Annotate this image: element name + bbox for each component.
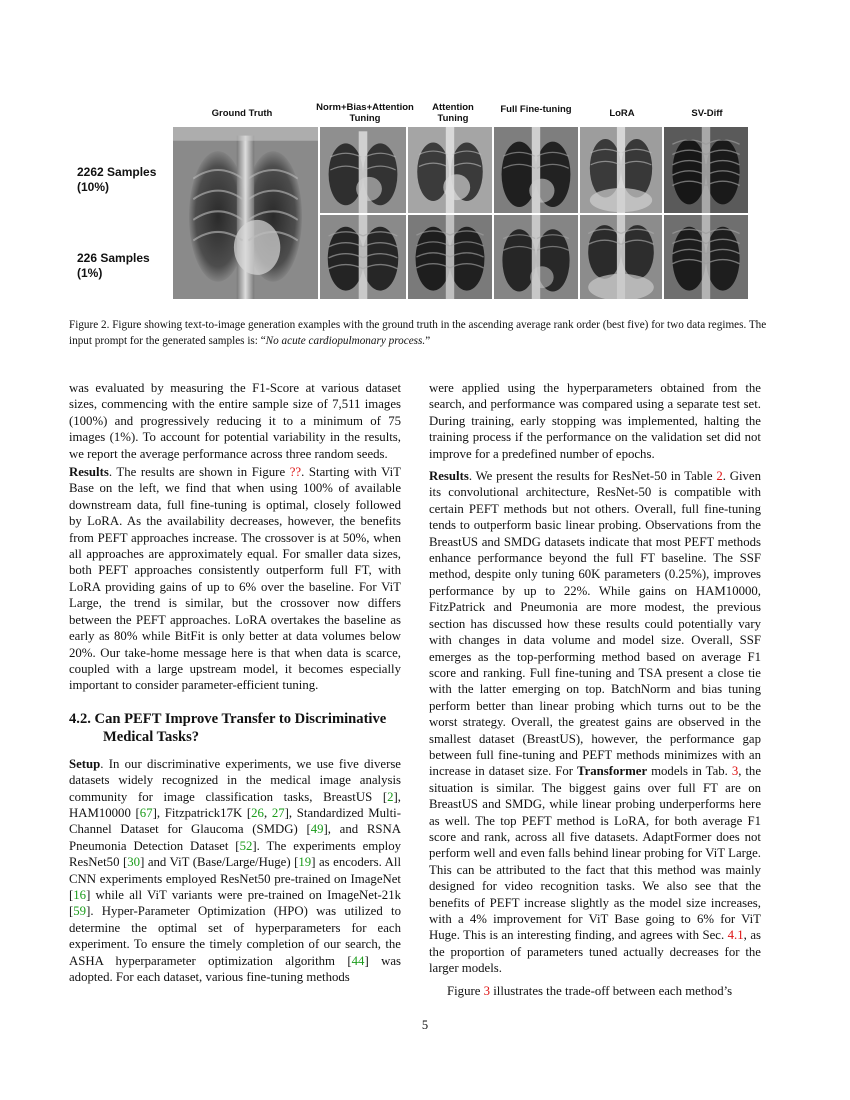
right-paragraph-1: were applied using the hyperparameters obtained from the search, and performance was compared using a separate test set. During training, early stopping was implemented, halting the training process if the performance on the validation set did not improve for a predefined number of epochs. [429,381,761,461]
xray-attention-10pct [408,127,492,213]
table-ref-link[interactable]: 3 [731,764,739,779]
figure-2 [0,0,850,360]
citation-link[interactable]: 26 [251,805,264,820]
col-header-sv-diff: SV-Diff [691,108,723,119]
col-header-attention-tuning: Attention Tuning [432,102,474,124]
col-header-norm-bias-attention: Norm+Bias+Attention Tuning [316,102,414,124]
figure-ref-link[interactable]: ?? [289,465,302,480]
section-ref-link[interactable]: 4.1 [727,928,744,943]
xray-lora-1pct [580,215,662,299]
xray-norm-bias-attn-1pct [320,215,406,299]
xray-ground-truth [173,127,318,299]
xray-norm-bias-attn-10pct [320,127,406,213]
left-results-paragraph: Results. The results are shown in Figure ??. Starting with ViT Base on the left, we find that when using 100% of available downstream data, full fine-tuning is optimal, closely followed by LoRA. As the availability decreases, however, the benefits from PEFT approaches increase. The crossover is at 50%, when all approaches are approximately equal. For smaller data sizes, both PEFT approaches consistently outperform full FT, with LoRA providing gains of up to 6% over the baseline. For ViT Large, the trend is similar, but the crossover now differs between the PEFT approaches. LoRA overtakes the baseline as early as 80% while BitFit is only better at data volumes below 20%. Our take-home message here is that when data is scarce, coupled with a large upstream model, it becomes especially important to consider parameter-efficient tuning. [69,465,402,693]
citation-link[interactable]: 52 [239,838,253,853]
citation-link[interactable]: 67 [139,805,153,820]
citation-link[interactable]: 49 [310,822,324,837]
citation-link[interactable]: 44 [351,953,365,968]
xray-sv-diff-10pct [664,127,748,213]
right-column [429,380,761,999]
table-ref-link[interactable]: 2 [716,469,723,484]
col-header-lora: LoRA [609,108,635,119]
xray-attention-1pct [408,215,492,299]
xray-full-ft-1pct [494,215,578,299]
xray-full-ft-10pct [494,127,578,213]
figure-ref-link[interactable]: 3 [483,983,491,998]
left-paragraph-1: was evaluated by measuring the F1-Score at various dataset sizes, commencing with the entire sample size of 7,511 images (100%) and progressively reducing it to a minimum of 75 images (1%). To account for potential variability in the results, we report the average performance across three random seeds. [69,381,401,461]
left-column [69,380,401,985]
col-header-ground-truth: Ground Truth [211,108,273,119]
section-heading-4-2: 4.2. Can PEFT Improve Transfer to Discriminative Medical Tasks? [69,710,387,745]
citation-link[interactable]: 27 [271,805,285,820]
citation-link[interactable]: 19 [298,855,312,870]
right-paragraph-3: Figure 3 illustrates the trade-off between each method’s [447,983,733,998]
col-header-full-fine-tuning: Full Fine-tuning [500,104,572,115]
page-number: 5 [421,1018,429,1032]
citation-link[interactable]: 59 [73,904,87,919]
citation-link[interactable]: 2 [387,789,394,804]
row-label-1pct: 226 Samples (1%) [77,251,150,280]
xray-lora-10pct [580,127,662,213]
left-setup-paragraph: Setup. In our discriminative experiments, we use five diverse datasets widely recognized in the medical image analysis community for image classification tasks, BreastUS [2], HAM10000 [67], Fitzpatrick17K [26, 27], Standardized Multi-Channel Dataset for Glaucoma (SMDG) [49], and RSNA Pneumonia Detection Dataset [52]. The experiments employ ResNet50 [30] and ViT (Base/Large/Huge) [19] as encoders. All CNN experiments employed ResNet50 pre-trained on ImageNet [16] while all ViT variants were pre-trained on ImageNet-21k [59]. Hyper-Parameter Optimization (HPO) was utilized to determine the optimal set of hyperparameters for each experiment. To ensure the timely completion of our search, the ASHA hyperparameter optimization algorithm [44] was adopted. For each dataset, various fine-tuning methods [69,756,402,984]
figure-caption: Figure 2. Figure showing text-to-image generation examples with the ground truth in the ascending average rank order (best five) for two data regimes. The input prompt for the generated samples is: “No acute cardiopulmonary process.” [69,319,767,347]
xray-sv-diff-1pct [664,215,748,299]
row-label-10pct: 2262 Samples (10%) [77,165,157,194]
citation-link[interactable]: 30 [127,855,141,870]
citation-link[interactable]: 16 [73,887,87,902]
right-results-paragraph: Results. We present the results for ResNet-50 in Table 2. Given its convolutional architecture, ResNet-50 is compatible with certain PEFT methods but not others. Overall, full fine-tuning tends to outperform basic linear probing. Observations from the BreastUS and SMDG datasets indicate that most PEFT methods enhance performance beyond the full FT baseline. The SSF method, despite only tuning 60K parameters (0.25%), improves performance by up to 22%. While gains on HAM10000, FitzPatrick and Pneumonia are more modest, the previous section has discussed how these results could potentially vary with changes in data volume and model size. Overall, SSF emerges as the top-performing method based on average F1 score and ranking. Full fine-tuning and TSA present a close tie with the latter emerging on top. BatchNorm and bias tuning perform better than linear probing which turns out to be the worst strategy. Overall, the greatest gains are observed in the smallest dataset (BreastUS), however, the performance gap between full fine-tuning and PEFT methods minimizes with an increase in dataset size. For Transformer models in Tab. 3, the situation is similar. The biggest gains over full FT are on BreastUS and SMDG, while linear probing underperforms here as well. The top PEFT method is LoRA, for both average F1 score and rank, across all five datasets. AdaptFormer does not perform well and even falls behind linear probing for ViT Large. This can be attributed to the fact that this method was mainly designed for video recognition tasks. We also see that the benefits of PEFT increase slightly as the model size increases, with a 4% improvement for ViT Base going to 6% for ViT Huge. This is an interesting finding, and agrees with Sec. 4.1, as the proportion of parameters tuned actually decreases for the larger models. [429,469,761,976]
